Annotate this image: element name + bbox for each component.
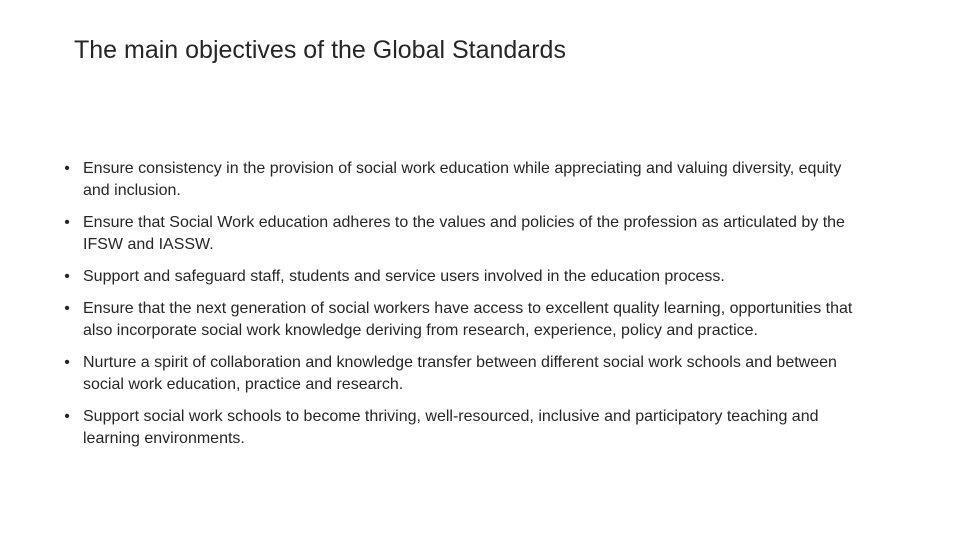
bullet-icon: •	[64, 354, 70, 371]
list-item-text: Ensure consistency in the provision of social work education while appreciating and valuing diversity, equity and inclusion.	[83, 160, 842, 199]
list-item-text: Ensure that Social Work education adheres to the values and policies of the profession as articulated by the IFSW and IASSW.	[83, 214, 845, 253]
slide-title: The main objectives of the Global Standards	[74, 36, 566, 64]
bullet-icon: •	[64, 268, 70, 285]
bullet-icon: •	[64, 408, 70, 425]
list-item	[60, 212, 860, 256]
bullet-icon: •	[64, 214, 70, 231]
list-item	[60, 158, 860, 202]
list-item-text: Support and safeguard staff, students and service users involved in the education process.	[83, 268, 725, 285]
list-item	[60, 298, 860, 342]
list-item	[60, 406, 860, 450]
list-item-text: Support social work schools to become thriving, well-resourced, inclusive and participatory teaching and learning environments.	[83, 408, 819, 447]
objectives-list	[60, 158, 860, 460]
list-item-text: Nurture a spirit of collaboration and knowledge transfer between different social work schools and between social work education, practice and research.	[83, 354, 837, 393]
list-item	[60, 352, 860, 396]
bullet-icon: •	[64, 300, 70, 317]
list-item-text: Ensure that the next generation of social workers have access to excellent quality learning, opportunities that also incorporate social work knowledge deriving from research, experience, policy and practice.	[83, 300, 853, 339]
bullet-icon: •	[64, 160, 70, 177]
list-item	[60, 266, 860, 288]
